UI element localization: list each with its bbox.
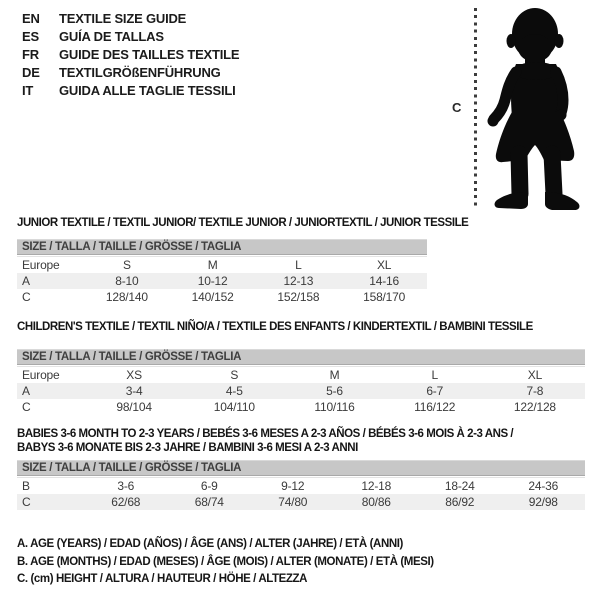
table-cell: C xyxy=(22,400,31,414)
table-cell: S xyxy=(122,258,131,272)
table-cell: 128/140 xyxy=(105,290,148,304)
table-cell: 7-8 xyxy=(526,384,544,398)
height-measure-label: C xyxy=(452,100,462,115)
table-cell: 140/152 xyxy=(191,290,234,304)
language-label: GUIDA ALLE TAGLIE TESSILI xyxy=(59,83,236,98)
table-cell: 116/122 xyxy=(414,400,456,414)
table-cell: 74/80 xyxy=(278,495,308,509)
language-list xyxy=(22,10,239,100)
table-row xyxy=(17,256,427,273)
language-row-es xyxy=(22,28,239,46)
legend xyxy=(17,536,434,589)
table-cell: 8-10 xyxy=(115,274,139,288)
table-cell: 24-36 xyxy=(528,479,559,493)
table-title: BABIES 3-6 MONTH TO 2-3 YEARS / BEBÉS 3-6 MESES A 2-3 AÑOS / BÉBÉS 3-6 MOIS À 2-3 ANS / xyxy=(17,428,514,440)
language-code: EN xyxy=(22,11,40,26)
language-row-de xyxy=(22,64,239,82)
table-cell: 6-7 xyxy=(426,384,444,398)
table-cell: A xyxy=(22,384,30,398)
table-cell: 62/68 xyxy=(111,495,141,509)
table-row xyxy=(17,477,585,494)
language-label: TEXTILE SIZE GUIDE xyxy=(59,11,187,26)
table-cell: C xyxy=(22,495,31,509)
table-cell: L xyxy=(431,368,438,382)
table-cell: 68/74 xyxy=(194,495,224,509)
language-code: IT xyxy=(22,83,34,98)
table-size-header: SIZE / TALLA / TAILLE / GRÖSSE / TAGLIA xyxy=(17,239,427,255)
language-code: ES xyxy=(22,29,39,44)
table-cell: 9-12 xyxy=(281,479,305,493)
table-row xyxy=(17,399,585,415)
table-row xyxy=(17,494,585,510)
table-cell: XL xyxy=(527,368,543,382)
table-cell: S xyxy=(230,368,239,382)
language-code: DE xyxy=(22,65,40,80)
language-row-it xyxy=(22,82,239,100)
language-label: GUIDE DES TAILLES TEXTILE xyxy=(59,47,240,62)
legend-line-a: A. AGE (YEARS) / EDAD (AÑOS) / ÂGE (ANS) / ALTER (JAHRE) / ETÀ (ANNI) xyxy=(17,538,403,550)
table-cell: 6-9 xyxy=(200,479,218,493)
table-cell: B xyxy=(22,479,30,493)
table-cell: 92/98 xyxy=(528,495,558,509)
legend-line-b: B. AGE (MONTHS) / EDAD (MESES) / ÂGE (MOIS) / ALTER (MONATE) / ETÀ (MESI) xyxy=(17,555,434,568)
table-title: CHILDREN'S TEXTILE / TEXTIL NIÑO/A / TEXTILE DES ENFANTS / KINDERTEXTIL / BAMBINI TESSILE xyxy=(17,321,533,333)
table-row xyxy=(17,273,427,289)
table-cell: XL xyxy=(376,258,392,272)
table-cell: A xyxy=(22,274,30,288)
table-cell: 98/104 xyxy=(116,400,152,414)
table-cell: M xyxy=(207,258,218,272)
table-size-header: SIZE / TALLA / TAILLE / GRÖSSE / TAGLIA xyxy=(17,349,585,365)
junior-table xyxy=(17,239,427,305)
language-row-en xyxy=(22,10,239,28)
table-cell: 104/110 xyxy=(213,400,255,414)
table-cell: 18-24 xyxy=(444,479,475,493)
table-cell: 12-13 xyxy=(283,274,314,288)
table-title: JUNIOR TEXTILE / TEXTIL JUNIOR/ TEXTILE JUNIOR / JUNIORTEXTIL / JUNIOR TESSILE xyxy=(17,217,469,229)
table-cell: 158/170 xyxy=(363,290,406,304)
table-size-header: SIZE / TALLA / TAILLE / GRÖSSE / TAGLIA xyxy=(17,460,585,476)
table-cell: 10-12 xyxy=(197,274,228,288)
table-cell: Europe xyxy=(22,368,60,382)
table-cell: 12-18 xyxy=(361,479,392,493)
table-cell: 3-6 xyxy=(117,479,135,493)
language-label: TEXTILGRÖßENFÜHRUNG xyxy=(59,65,221,80)
table-cell: 122/128 xyxy=(513,400,556,414)
table-row xyxy=(17,383,585,399)
babies-table xyxy=(17,460,585,510)
language-code: FR xyxy=(22,47,39,62)
baby-silhouette-icon xyxy=(483,4,595,212)
children-table xyxy=(17,349,585,415)
table-cell: 4-5 xyxy=(225,384,243,398)
children-table-section xyxy=(17,320,585,415)
babies-table-section xyxy=(17,427,585,510)
table-cell: 80/86 xyxy=(361,495,391,509)
table-cell: Europe xyxy=(22,258,60,272)
table-cell: 14-16 xyxy=(369,274,399,288)
table-row xyxy=(17,289,427,305)
language-row-fr xyxy=(22,46,239,64)
table-cell: M xyxy=(329,368,340,382)
language-label: GUÍA DE TALLAS xyxy=(59,29,164,44)
legend-line-c: C. (cm) HEIGHT / ALTURA / HAUTEUR / HÖHE / ALTEZZA xyxy=(17,573,308,585)
table-cell: 152/158 xyxy=(277,290,320,304)
junior-table-section xyxy=(17,216,469,305)
table-row xyxy=(17,366,585,383)
table-cell: 3-4 xyxy=(125,384,143,398)
table-cell: L xyxy=(295,258,302,272)
table-cell: 5-6 xyxy=(326,384,343,398)
table-cell: XS xyxy=(126,368,142,382)
height-measure-dotted-line xyxy=(474,8,477,206)
table-cell: 110/116 xyxy=(314,400,355,414)
table-cell: C xyxy=(22,290,31,304)
table-title-line2: BABYS 3-6 MONATE BIS 2-3 JAHRE / BAMBINI 3-6 MESI A 2-3 ANNI xyxy=(17,442,358,454)
table-cell: 86/92 xyxy=(445,495,475,509)
